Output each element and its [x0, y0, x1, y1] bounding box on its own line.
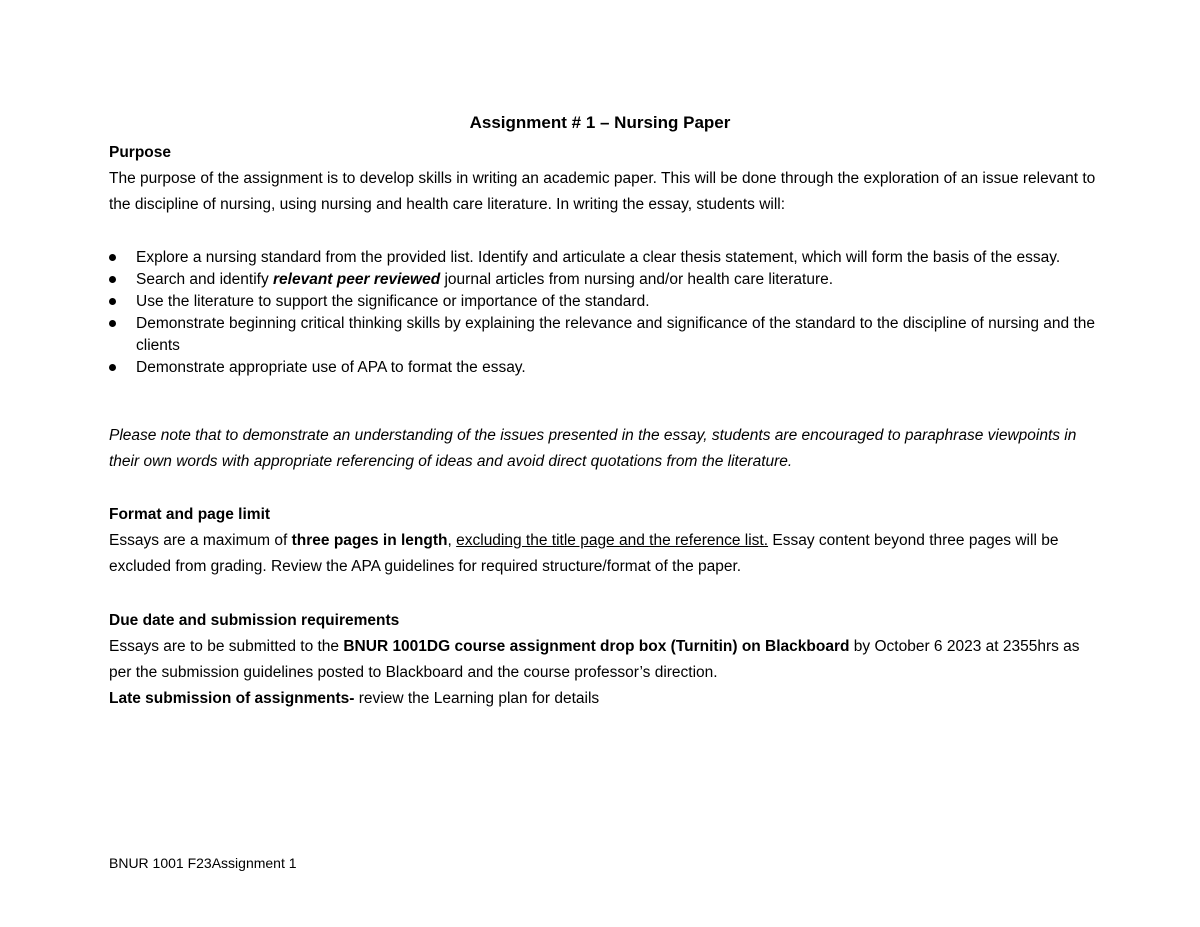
list-item-text-post: journal articles from nursing and/or health care literature. — [440, 271, 834, 288]
list-item — [109, 269, 1099, 291]
due-text-pre: Essays are to be submitted to the — [109, 638, 344, 655]
bullet-icon — [109, 298, 116, 305]
list-item-text: Explore a nursing standard from the provided list. Identify and articulate a clear thesis statement, which will form the basis of the essay. — [136, 249, 1061, 266]
bullet-icon — [109, 320, 116, 327]
late-label: Late submission of assignments- — [109, 690, 355, 707]
list-item — [109, 313, 1099, 357]
due-text — [109, 634, 1099, 686]
page-footer: BNUR 1001 F23Assignment 1 — [109, 855, 297, 871]
format-bold-text: three pages in length — [291, 532, 448, 549]
bullet-icon — [109, 276, 116, 283]
bullet-icon — [109, 364, 116, 371]
format-heading: Format and page limit — [109, 506, 271, 523]
list-item-text: Demonstrate beginning critical thinking skills by explaining the relevance and significance of the standard to the discipline of nursing and the clients — [136, 315, 1095, 354]
bullet-icon — [109, 254, 116, 261]
purpose-section — [109, 143, 1099, 218]
purpose-text: The purpose of the assignment is to develop skills in writing an academic paper. This will be done through the exploration of an issue relevant to the discipline of nursing, using nursing and health care literature. In writing the essay, students will: — [109, 170, 1096, 213]
format-text-post: Essay content beyond three pages will be excluded from grading. Review the APA guidelines for required structure/format of the paper. — [109, 532, 1059, 575]
late-text: review the Learning plan for details — [354, 690, 600, 707]
due-heading: Due date and submission requirements — [109, 612, 400, 629]
objectives-list — [109, 247, 1099, 379]
due-text-mid: by October 6 2023 at 2355hrs as per the submission guidelines posted to Blackboard and the course professor’s direction. — [109, 638, 1080, 681]
list-item — [109, 291, 1099, 313]
list-item — [109, 247, 1099, 269]
list-item — [109, 357, 1099, 379]
list-item-text-pre: Search and identify — [136, 271, 274, 288]
emphasis-text: relevant peer reviewed — [273, 271, 441, 288]
format-text — [109, 528, 1099, 580]
due-bold-text: BNUR 1001DG course assignment drop box (Turnitin) on Blackboard — [343, 638, 850, 655]
note-paragraph: Please note that to demonstrate an understanding of the issues presented in the essay, students are encouraged to paraphrase viewpoints in their own words with appropriate referencing of ideas and avoid direct quotations from the literature. — [109, 427, 1077, 470]
list-item-text: Demonstrate appropriate use of APA to format the essay. — [136, 359, 526, 376]
late-submission-line — [109, 686, 1099, 712]
format-text-pre: Essays are a maximum of — [109, 532, 292, 549]
format-section — [109, 505, 1099, 580]
document-title: Assignment # 1 – Nursing Paper — [469, 113, 731, 132]
due-section — [109, 611, 1099, 712]
list-item-text: Use the literature to support the significance or importance of the standard. — [136, 293, 650, 310]
format-comma: , — [447, 532, 457, 549]
format-underlined-text: excluding the title page and the reference list. — [456, 532, 769, 549]
purpose-heading: Purpose — [109, 144, 172, 161]
